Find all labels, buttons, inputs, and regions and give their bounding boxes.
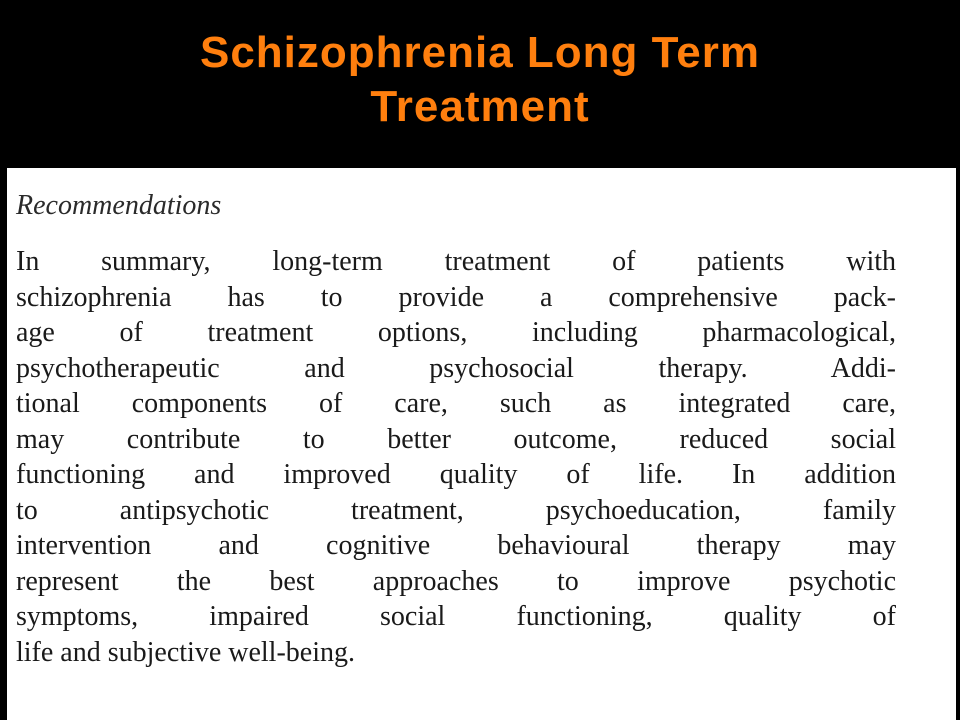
text-line: represent the best approaches to improve psychotic	[16, 565, 896, 597]
text-line: to antipsychotic treatment, psychoeducation, family	[16, 494, 896, 526]
text-line: tional components of care, such as integrated care,	[16, 388, 896, 419]
slide-title-line-1: Schizophrenia Long Term	[199, 28, 760, 77]
text-line: functioning and improved quality of life. In addition	[16, 459, 896, 490]
text-line: intervention and cognitive behavioural therapy may	[16, 530, 896, 561]
text-line: age of treatment options, including pharmacological,	[16, 317, 896, 348]
text-line: psychotherapeutic and psychosocial therapy. Addi-	[16, 352, 896, 384]
slide-title-line-2: Treatment	[370, 82, 590, 131]
slide-title	[40, 26, 920, 134]
text-line: life and subjective well-being.	[16, 636, 355, 668]
left-border-strip	[0, 168, 7, 720]
text-line: symptoms, impaired social functioning, quality of	[16, 601, 896, 632]
scanned-excerpt	[16, 186, 906, 706]
excerpt-body	[16, 244, 906, 670]
section-heading: Recommendations	[16, 190, 222, 221]
text-line: In summary, long-term treatment of patients with	[16, 246, 896, 277]
title-banner	[0, 0, 960, 168]
right-border-strip	[956, 168, 960, 720]
text-line: schizophrenia has to provide a comprehensive pack-	[16, 281, 896, 313]
text-line: may contribute to better outcome, reduced social	[16, 423, 896, 455]
